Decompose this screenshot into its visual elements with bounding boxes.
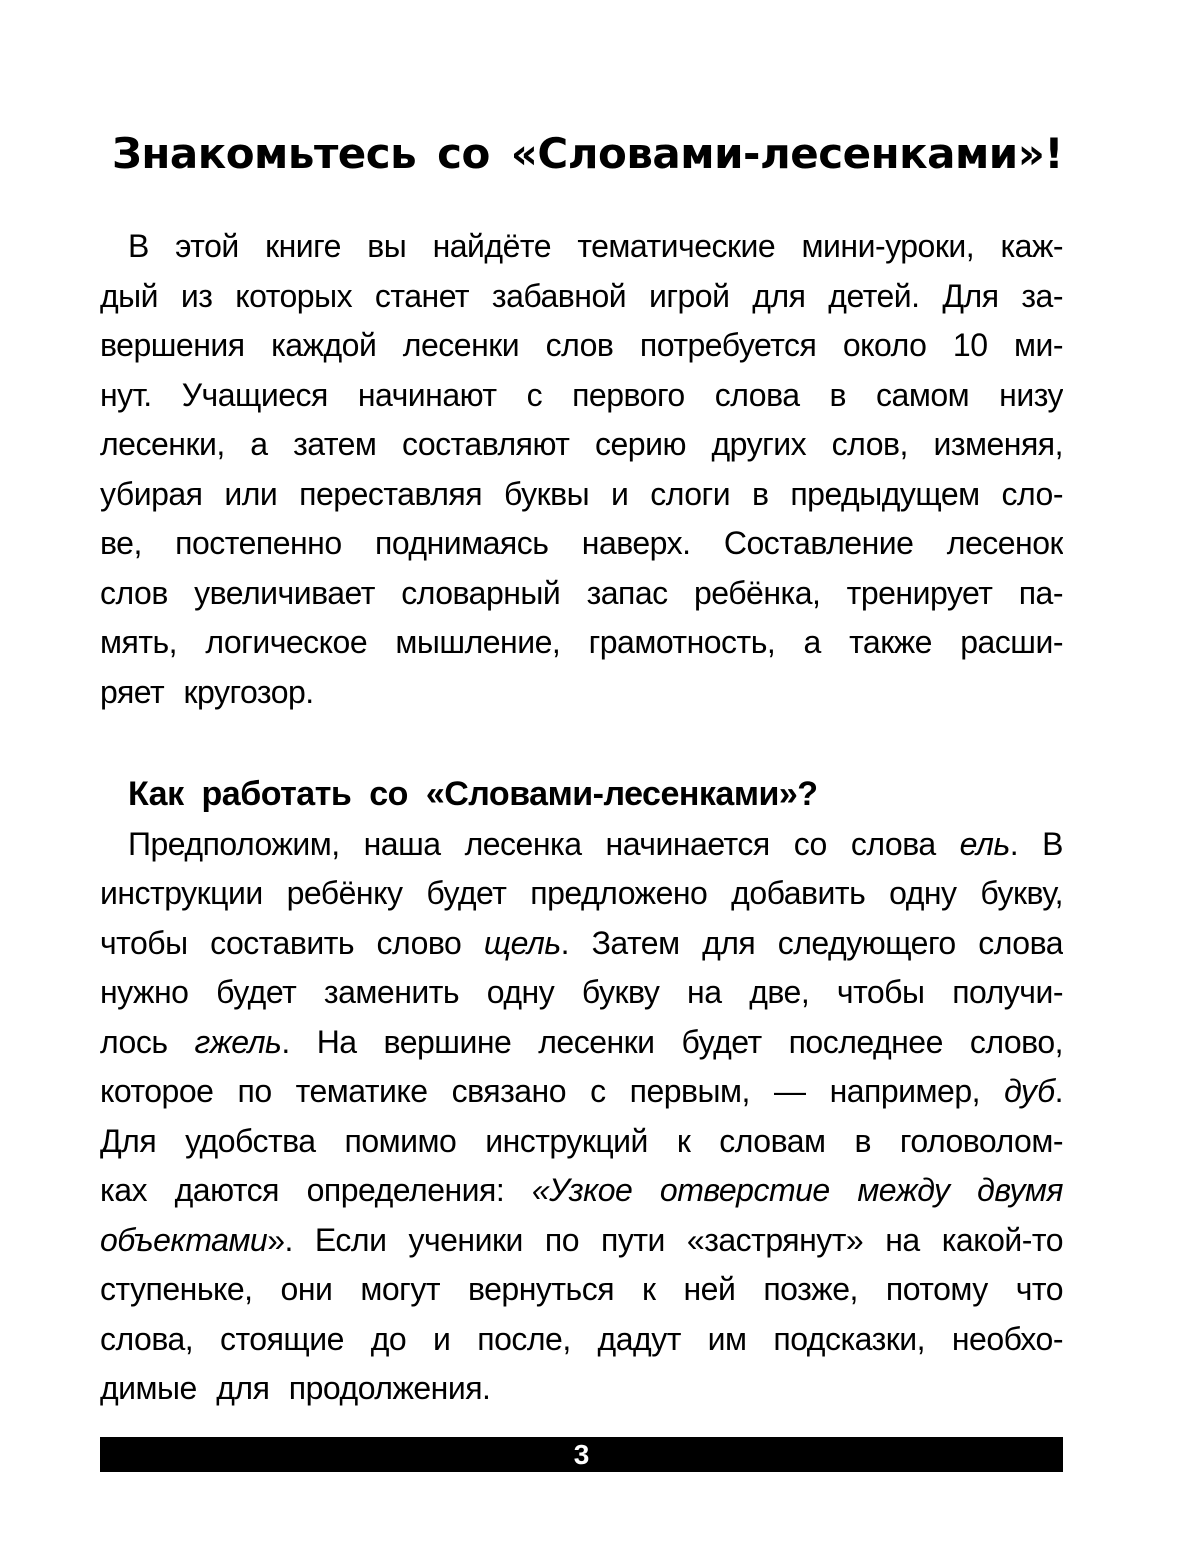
text-line (100, 519, 1063, 569)
text-line (100, 869, 1063, 919)
text-run: нут. Учащиеся начинают с первого слова в самом низу (100, 376, 1063, 413)
text-run: В этой книге вы найдёте тематические мини-уроки, каж- (128, 228, 1063, 264)
text-run: чтобы составить слово (100, 924, 484, 961)
italic-text-run: «Узкое отверстие между двумя (531, 1172, 1063, 1208)
text-run: ках даются определения: (100, 1172, 532, 1208)
italic-text-run: гжель (194, 1023, 282, 1060)
text-line (100, 321, 1063, 371)
page-number: 3 (573, 1438, 590, 1470)
text-line (100, 272, 1063, 322)
text-run: инструкции ребёнку будет предложено добавить одну букву, (100, 875, 1063, 911)
text-line (100, 1117, 1063, 1167)
text-line (100, 668, 1063, 718)
text-line (100, 1364, 1063, 1414)
text-run: . Затем для следующего слова (560, 924, 1063, 961)
text-line (100, 1018, 1063, 1068)
text-line (100, 1067, 1063, 1117)
page-title: Знакомьтесь со «Словами-лесенками»! (112, 129, 1063, 178)
text-run: лесенки, а затем составляют серию других слов, изменяя, (100, 426, 1063, 462)
text-run: вершения каждой лесенки слов потребуется около 10 ми- (100, 327, 1063, 363)
text-run: лось (100, 1023, 195, 1060)
italic-text-run: щель (483, 924, 561, 961)
text-run: дый из которых станет забавной игрой для детей. Для за- (100, 277, 1063, 314)
text-run: Для удобства помимо инструкций к словам в головолом- (100, 1122, 1063, 1159)
text-run: слов увеличивает словарный запас ребёнка, тренирует па- (100, 574, 1063, 611)
intro-paragraph (100, 222, 1063, 717)
body-text (100, 222, 1063, 1414)
text-run: ступеньке, они могут вернуться к ней позже, потому что (100, 1271, 1063, 1307)
footer-bar (100, 1437, 1063, 1472)
text-run: ряет кругозор. (100, 673, 314, 710)
text-line (100, 919, 1063, 969)
text-run: слова, стоящие до и после, дадут им подсказки, необхо- (100, 1320, 1063, 1357)
how-to-paragraph (100, 820, 1063, 1414)
how-to-heading: Как работать со «Словами-лесенками»? (128, 775, 818, 813)
text-run: нужно будет заменить одну букву на две, чтобы получи- (100, 974, 1063, 1010)
text-line (100, 420, 1063, 470)
text-line (100, 618, 1063, 668)
text-line (100, 1265, 1063, 1315)
text-line (100, 371, 1063, 421)
text-line (100, 1216, 1063, 1266)
text-line (100, 968, 1063, 1018)
text-run: . На вершине лесенки будет последнее слово, (281, 1023, 1063, 1060)
text-line (100, 1315, 1063, 1365)
italic-text-run: ель (959, 825, 1010, 862)
text-run: ве, постепенно поднимаясь наверх. Составление лесенок (100, 525, 1063, 561)
text-run: димые для продолжения. (100, 1370, 491, 1406)
text-line (100, 569, 1063, 619)
text-run: убирая или переставляя буквы и слоги в предыдущем сло- (100, 475, 1063, 512)
text-line (100, 1166, 1063, 1216)
text-line (100, 820, 1063, 870)
text-run: мять, логическое мышление, грамотность, а также расши- (100, 624, 1063, 660)
text-run: ». Если ученики по пути «застрянут» на какой-то (267, 1221, 1063, 1258)
italic-text-run: объектами (100, 1221, 268, 1258)
text-line (100, 222, 1063, 272)
italic-text-run: дуб (1004, 1073, 1055, 1109)
text-line (100, 470, 1063, 520)
text-run: . В (1009, 825, 1063, 862)
text-run: которое по тематике связано с первым, — например, (100, 1073, 1005, 1109)
text-column (100, 0, 1063, 1414)
text-run: . (1054, 1073, 1063, 1109)
text-run: Предположим, наша лесенка начинается со слова (128, 825, 960, 862)
